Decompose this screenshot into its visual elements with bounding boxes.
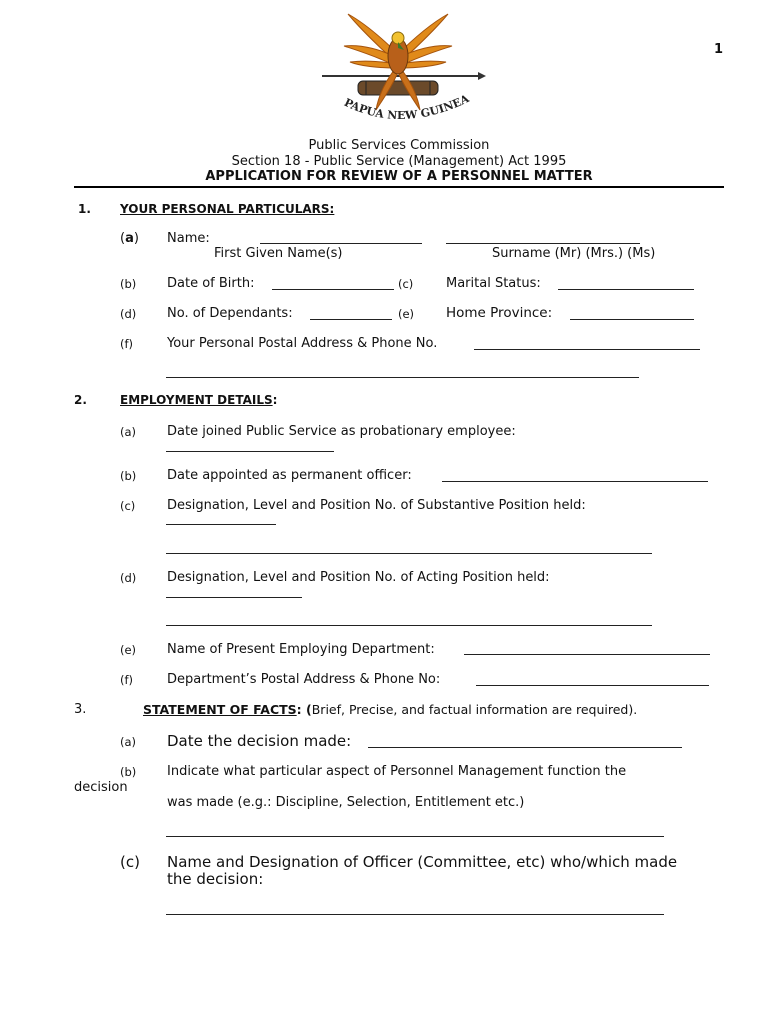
item-1f-label: Your Personal Postal Address & Phone No.: [167, 336, 438, 351]
header-line-1: Public Services Commission: [308, 138, 490, 153]
item-3b-decision: decision: [74, 780, 128, 795]
item-2b-letter: (b): [120, 469, 137, 483]
item-2d-label: Designation, Level and Position No. of Acting Position held:: [167, 570, 550, 585]
postal-address-field[interactable]: [474, 349, 700, 350]
item-1f-letter: (f): [120, 337, 134, 351]
section-3-colon: : (: [296, 702, 312, 717]
item-3a-label: Date the decision made:: [167, 732, 352, 750]
marital-status-field[interactable]: [558, 289, 694, 290]
svg-text:PAPUA NEW GUINEA: [342, 92, 472, 122]
section-3-number: 3.: [74, 702, 87, 717]
section-2-number: 2.: [74, 393, 87, 407]
surname-caption: Surname (Mr) (Mrs.) (Ms): [492, 246, 656, 261]
item-1a-letter: (a): [120, 231, 139, 246]
item-1b-letter: (b): [120, 277, 137, 291]
department-address-field[interactable]: [476, 685, 709, 686]
item-3b-label-2: was made (e.g.: Discipline, Selection, Entitlement etc.): [167, 795, 525, 810]
personnel-function-field[interactable]: [166, 836, 664, 837]
date-appointed-field[interactable]: [442, 481, 708, 482]
item-3c-label: Name and Designation of Officer (Committee, etc) who/which made: [167, 853, 678, 871]
item-1b-label: Date of Birth:: [167, 276, 255, 291]
employing-department-field[interactable]: [464, 654, 710, 655]
item-2a-letter: (a): [120, 425, 137, 439]
crest-text: PAPUA NEW GUINEA: [342, 92, 472, 123]
date-of-birth-field[interactable]: [272, 289, 394, 290]
item-1c-letter: (c): [398, 277, 414, 291]
postal-address-field-2[interactable]: [166, 377, 639, 378]
item-3c-letter: (c): [120, 853, 140, 871]
item-3a-letter: (a): [120, 735, 137, 749]
item-1d-letter: (d): [120, 307, 137, 321]
dependants-field[interactable]: [310, 319, 392, 320]
section-1-heading: YOUR PERSONAL PARTICULARS:: [120, 202, 335, 216]
first-name-field[interactable]: [260, 243, 422, 244]
item-2b-label: Date appointed as permanent officer:: [167, 468, 412, 483]
item-2f-letter: (f): [120, 673, 134, 687]
decision-officer-field[interactable]: [166, 914, 664, 915]
item-2e-label: Name of Present Employing Department:: [167, 642, 435, 657]
substantive-position-field[interactable]: [166, 524, 276, 525]
section-3-heading: STATEMENT OF FACTS: [143, 702, 297, 717]
date-joined-field[interactable]: [166, 451, 334, 452]
surname-field[interactable]: [446, 243, 640, 244]
decision-date-field[interactable]: [368, 747, 682, 748]
item-2a-label: Date joined Public Service as probationary employee:: [167, 424, 516, 439]
bird-of-paradise-emblem-icon: [318, 6, 488, 138]
page-number: 1: [714, 42, 724, 57]
item-3b-letter: (b): [120, 765, 137, 779]
item-2c-label: Designation, Level and Position No. of Substantive Position held:: [167, 498, 586, 513]
item-2f-label: Department’s Postal Address & Phone No:: [167, 672, 441, 687]
section-2-heading-wrap: [120, 393, 277, 407]
home-province-field[interactable]: [570, 319, 694, 320]
section-2-heading: EMPLOYMENT DETAILS: [120, 393, 273, 407]
item-3c-label-2: the decision:: [167, 870, 264, 888]
title-rule: [74, 186, 724, 188]
item-2e-letter: (e): [120, 643, 137, 657]
item-1e-label: Home Province:: [446, 305, 553, 321]
section-3-heading-rest: Brief, Precise, and factual information are required).: [311, 702, 638, 717]
section-3-heading-wrap: [143, 702, 637, 717]
substantive-position-field-2[interactable]: [166, 553, 652, 554]
first-name-caption: First Given Name(s): [214, 246, 343, 261]
header-line-2: Section 18 - Public Service (Management) Act 1995: [231, 154, 567, 169]
section-1-number: 1.: [78, 202, 91, 216]
acting-position-field-2[interactable]: [166, 625, 652, 626]
page-title: APPLICATION FOR REVIEW OF A PERSONNEL MATTER: [205, 169, 593, 184]
item-1a-label: Name:: [167, 231, 210, 246]
item-1c-label: Marital Status:: [446, 276, 541, 291]
acting-position-field[interactable]: [166, 597, 302, 598]
item-1e-letter: (e): [398, 307, 415, 321]
item-2c-letter: (c): [120, 499, 136, 513]
item-3b-label: Indicate what particular aspect of Personnel Management function the: [167, 764, 627, 779]
section-2-colon: :: [272, 393, 278, 407]
item-2d-letter: (d): [120, 571, 137, 585]
item-1d-label: No. of Dependants:: [167, 306, 293, 321]
